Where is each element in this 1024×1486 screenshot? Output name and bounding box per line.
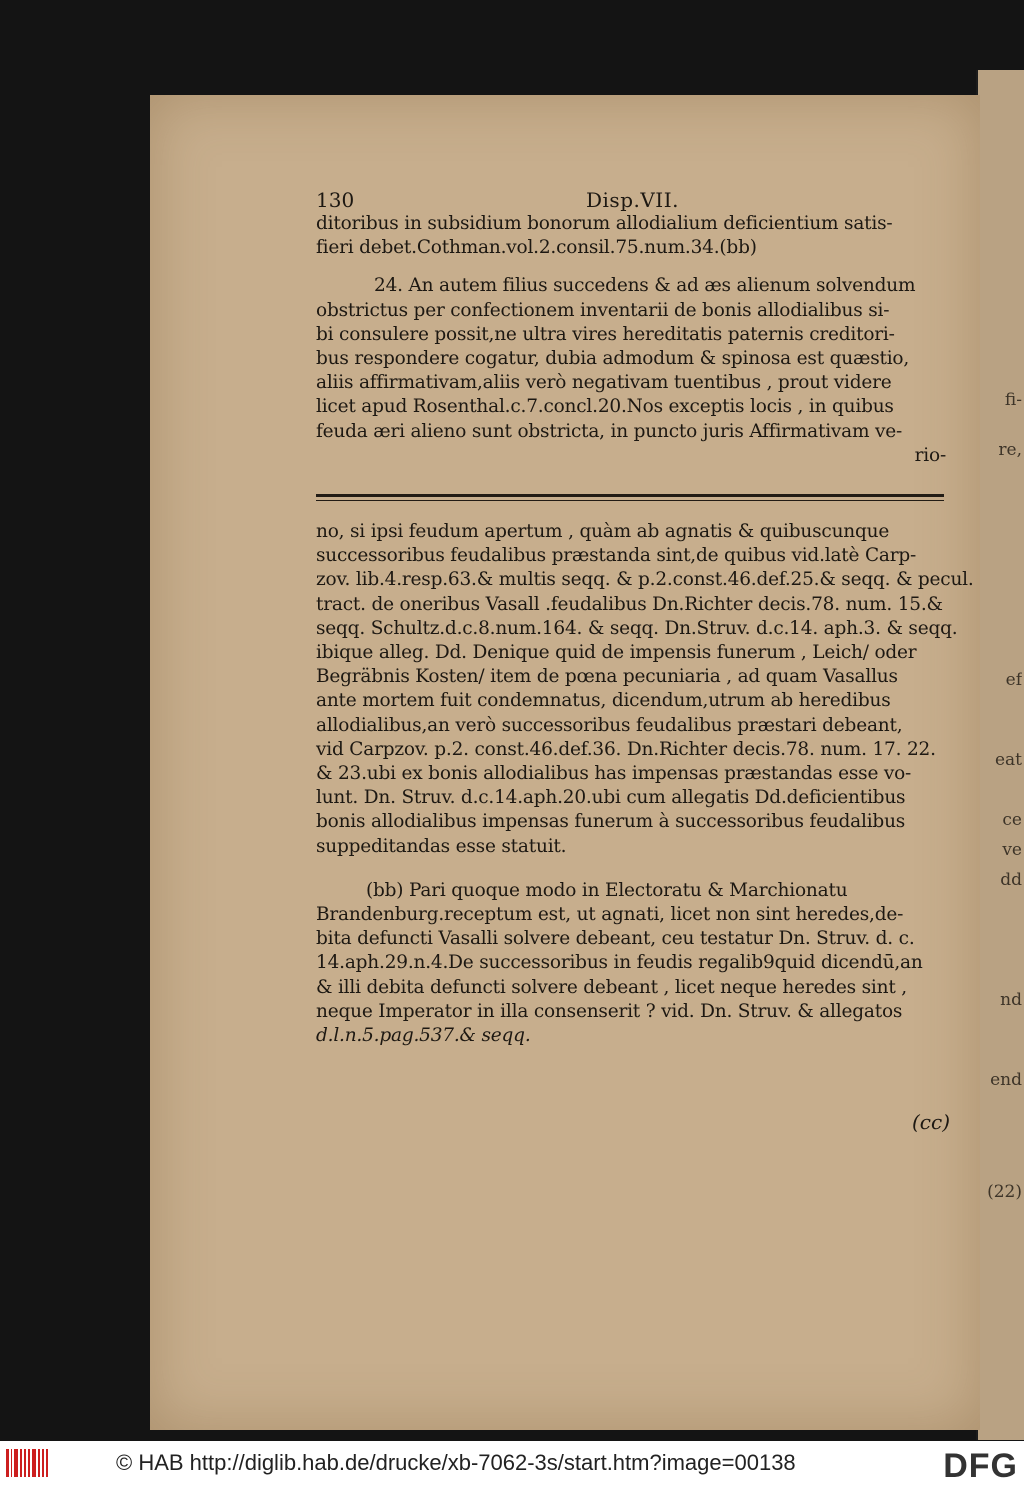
text-line: aliis affirmativam,aliis verò negativam tuentibus , prout videre: [316, 372, 892, 394]
text-line: seqq. Schultz.d.c.8.num.164. & seqq. Dn.Struv. d.c.14. aph.3. & seqq.: [316, 617, 958, 639]
text-line: obstrictus per confectionem inventarii de bonis allodialibus si-: [316, 299, 890, 321]
edge-text-fragment: nd: [1000, 990, 1022, 1010]
viewer-footer: [0, 1441, 1024, 1486]
text-line: neque Imperator in illa consenserit ? vid. Dn. Struv. & allegatos: [316, 1000, 903, 1022]
text-line: fieri debet.Cothman.vol.2.consil.75.num.34.(bb): [316, 237, 757, 259]
text-line: successoribus feudalibus præstanda sint,de quibus vid.latè Carp-: [316, 545, 917, 567]
dfg-logo: DFG: [943, 1447, 1018, 1485]
edge-text-fragment: re,: [998, 440, 1022, 460]
edge-text-fragment: fi-: [1004, 390, 1022, 410]
text-line: feuda æri alieno sunt obstricta, in puncto juris Affirmativam ve-: [316, 420, 903, 442]
text-line: vid Carpzov. p.2. const.46.def.36. Dn.Richter decis.78. num. 17. 22.: [316, 738, 936, 760]
text-line: 24. An autem filius succedens & ad æs alienum solvendum: [374, 275, 916, 297]
text-line: licet apud Rosenthal.c.7.concl.20.Nos exceptis locis , in quibus: [316, 396, 894, 418]
edge-text-fragment: end: [990, 1070, 1022, 1090]
catchword: (cc): [912, 1110, 951, 1134]
text-line: bus respondere cogatur, dubia admodum & spinosa est quæstio,: [316, 348, 910, 370]
upper-text-block: [316, 212, 946, 468]
text-line: ditoribus in subsidium bonorum allodialium deficientium satis-: [316, 213, 893, 234]
edge-text-fragment: dd: [1000, 870, 1022, 890]
text-line: rio-: [914, 444, 946, 466]
text-line: tract. de oneribus Vasall .feudalibus Dn.Richter decis.78. num. 15.&: [316, 593, 943, 615]
source-url-link[interactable]: © HAB http://diglib.hab.de/drucke/xb-7062-3s/start.htm?image=00138: [116, 1450, 796, 1475]
text-line: & 23.ubi ex bonis allodialibus has impensas præstandas esse vo-: [316, 763, 912, 785]
text-line: bonis allodialibus impensas funerum à successoribus feudalibus: [316, 811, 906, 833]
paragraph-gap: [316, 859, 946, 879]
text-line: allodialibus,an verò successoribus feudalibus præstari debeant,: [316, 714, 903, 736]
barcode-icon: [6, 1449, 48, 1477]
text-line: d.l.n.5.pag.537.& seqq.: [316, 1025, 531, 1047]
text-line: lunt. Dn. Struv. d.c.14.aph.20.ubi cum allegatis Dd.deficientibus: [316, 787, 906, 809]
text-line: bi consulere possit,ne ultra vires hereditatis paternis creditori-: [316, 323, 895, 345]
paragraph-gap: [316, 260, 946, 274]
edge-text-fragment: (22): [987, 1182, 1022, 1202]
text-line: no, si ipsi feudum apertum , quàm ab agnatis & quibuscunque: [316, 521, 890, 542]
edge-text-fragment: ef: [1005, 670, 1022, 690]
running-title: Disp.VII.: [586, 188, 679, 212]
page-number: 130: [316, 188, 355, 212]
facing-page-edge: [976, 70, 1024, 1440]
text-line: & illi debita defuncti solvere debeant , licet neque heredes sint ,: [316, 976, 907, 998]
text-line: zov. lib.4.resp.63.& multis seqq. & p.2.const.46.def.25.& seqq. & pecul.: [316, 569, 974, 591]
text-line: suppeditandas esse statuit.: [316, 835, 567, 857]
edge-text-fragment: ve: [1002, 840, 1022, 860]
edge-text-fragment: eat: [994, 750, 1022, 770]
divider-rule: [316, 494, 944, 497]
lower-text-block: [316, 520, 974, 1048]
text-line: 14.aph.29.n.4.De successoribus in feudis regalib9quid dicendū,an: [316, 952, 923, 974]
text-line: (bb) Pari quoque modo in Electoratu & Marchionatu: [366, 879, 848, 901]
text-line: ibique alleg. Dd. Denique quid de impensis funerum , Leich/ oder: [316, 642, 917, 664]
text-line: Begräbnis Kosten/ item de pœna pecuniaria , ad quam Vasallus: [316, 666, 898, 688]
text-line: ante mortem fuit condemnatus, dicendum,utrum ab heredibus: [316, 690, 891, 712]
running-head: [316, 188, 946, 214]
text-line: Brandenburg.receptum est, ut agnati, licet non sint heredes,de-: [316, 904, 904, 926]
divider-rule-thin: [316, 500, 944, 501]
text-line: bita defuncti Vasalli solvere debeant, ceu testatur Dn. Struv. d. c.: [316, 928, 915, 950]
edge-text-fragment: ce: [1002, 810, 1022, 830]
